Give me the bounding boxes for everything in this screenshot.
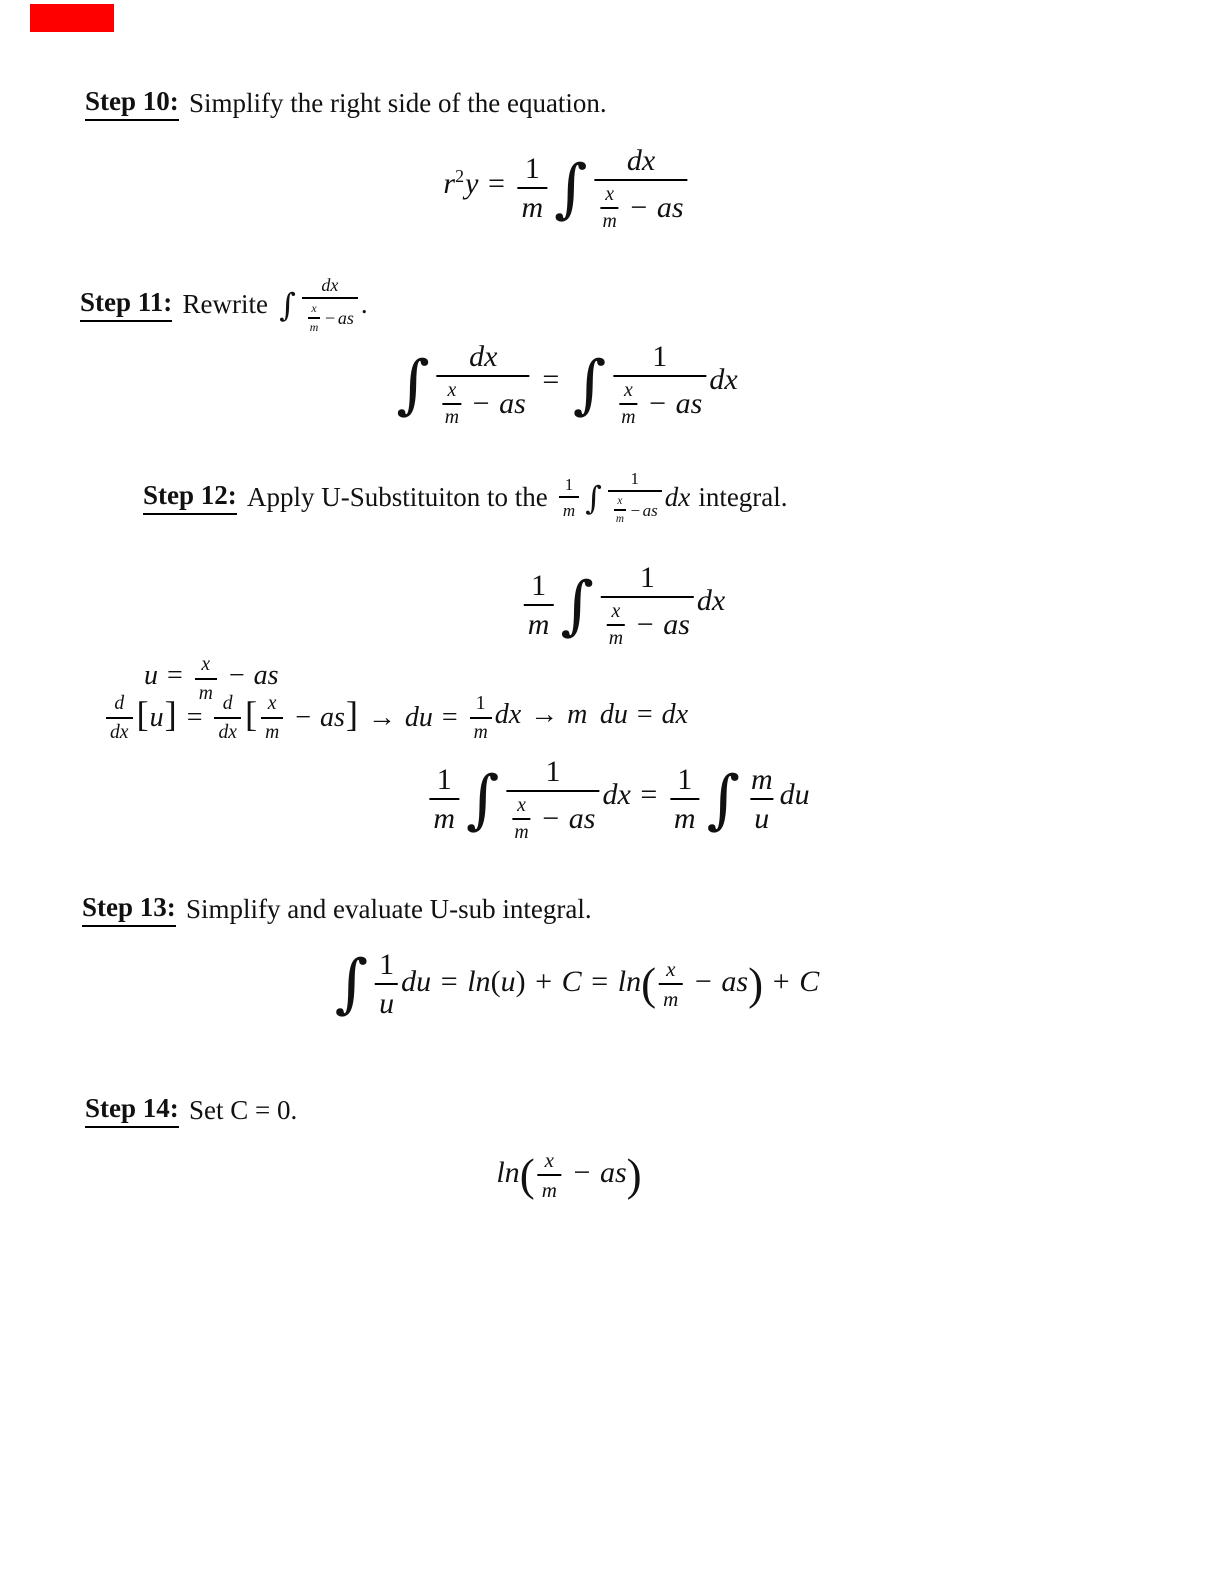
var-u: u <box>379 987 395 1020</box>
minus-as-bracket-run <box>286 696 466 734</box>
num-1: 1 <box>524 152 540 186</box>
num-1: 1 <box>652 340 668 373</box>
var-m: m <box>663 987 679 1011</box>
plus-sign: + <box>772 964 790 998</box>
ln-function: ln <box>617 964 642 998</box>
var-m: m <box>198 682 213 704</box>
fraction-numerator <box>747 765 777 798</box>
fraction-x-over-m <box>659 959 682 1010</box>
var-x: x <box>611 600 621 622</box>
var-m: m <box>473 721 488 743</box>
var-m: m <box>521 191 544 225</box>
num-1: 1 <box>564 475 574 495</box>
fraction-numerator <box>541 1150 558 1174</box>
var-x: x <box>267 693 277 714</box>
step-13-label: Step 13: <box>82 892 176 927</box>
var-m: m <box>673 802 696 836</box>
var-x: x <box>447 379 457 401</box>
fraction-numerator <box>219 694 237 717</box>
lnu-run <box>401 965 641 999</box>
fraction-x-over-m <box>443 381 461 428</box>
step-12-text-post: integral. <box>698 482 788 513</box>
fraction-denominator <box>470 717 492 743</box>
integral-icon: ∫ <box>560 568 594 643</box>
step-11-text: Rewrite <box>182 289 268 320</box>
fraction-numerator <box>375 950 398 983</box>
fraction-denominator <box>302 297 358 334</box>
var-m: m <box>309 319 319 334</box>
fraction-numerator <box>673 765 696 798</box>
ln-function: ln <box>467 964 491 998</box>
equals-sign: = <box>440 964 458 998</box>
step-12-label: Step 12: <box>143 480 237 515</box>
fraction-denominator <box>559 496 579 519</box>
integral-icon: ∫ <box>572 347 607 422</box>
equals-sign: = <box>542 362 560 396</box>
integral-icon: ∫ <box>396 347 430 422</box>
fraction-x-over-m <box>607 602 625 649</box>
equation-step14 <box>496 1150 641 1201</box>
fraction-denominator <box>443 403 461 428</box>
step-13-text: Simplify and evaluate U-sub integral. <box>186 894 592 924</box>
integral-icon: ∫ <box>279 285 296 324</box>
equals-sign: = <box>591 964 609 998</box>
var-x: x <box>544 1148 554 1172</box>
fraction-1-over-xm-as <box>608 470 662 525</box>
derivative-line <box>103 694 688 742</box>
var-du: du <box>779 777 810 811</box>
fraction-denominator <box>619 403 637 428</box>
var-dx: dx <box>321 275 339 295</box>
fraction-denominator <box>613 375 706 428</box>
fraction-denominator <box>375 983 398 1019</box>
fraction-numerator <box>309 303 318 317</box>
var-y: y <box>465 167 479 201</box>
var-x: x <box>517 794 526 816</box>
minus-sign: − <box>694 964 712 998</box>
minus-sign: − <box>472 387 490 421</box>
fraction-d-over-dx <box>214 694 241 742</box>
fraction-1-over-m <box>518 154 548 223</box>
fraction-denominator <box>659 983 682 1010</box>
equation-usub-result <box>426 757 809 843</box>
fraction-denominator <box>614 509 626 525</box>
equation-step10 <box>443 146 690 232</box>
fraction-denominator <box>538 1174 561 1201</box>
step-13-heading <box>82 892 592 927</box>
fraction-x-over-m <box>308 303 321 334</box>
big-right-paren: ) <box>626 1150 642 1200</box>
fraction-numerator <box>197 655 214 678</box>
ln-run <box>496 1156 519 1190</box>
var-m: m <box>514 820 529 843</box>
fraction-numerator <box>472 694 490 717</box>
var-dx: dx <box>218 721 237 743</box>
fraction-x-over-m <box>512 796 530 843</box>
fraction-1-over-u <box>375 950 398 1019</box>
num-1: 1 <box>436 763 452 797</box>
step-11-period: . <box>360 289 368 320</box>
var-du: du <box>401 964 432 998</box>
integral-icon: ∫ <box>334 947 369 1022</box>
num-1: 1 <box>630 469 640 488</box>
var-as: as <box>663 608 690 642</box>
fraction-numerator <box>541 757 564 790</box>
equals-run <box>533 363 569 397</box>
fraction-x-over-m <box>261 694 283 742</box>
arrow-icon: → <box>367 702 396 734</box>
big-right-paren: ) <box>748 959 764 1009</box>
num-1: 1 <box>531 569 547 603</box>
equation-step12-display <box>521 563 725 649</box>
integral-icon: ∫ <box>466 762 500 837</box>
minus-as-run <box>685 965 748 999</box>
fraction-numerator <box>264 694 281 717</box>
fraction-denominator <box>518 187 548 223</box>
var-m: m <box>621 405 636 428</box>
fraction-numerator <box>561 476 578 496</box>
left-bracket: [ <box>244 694 258 735</box>
fraction-numerator <box>636 563 659 596</box>
fraction-dx-over-xm-as <box>437 342 530 428</box>
minus-sign: − <box>295 702 311 734</box>
fraction-denominator <box>308 317 321 334</box>
var-r: r <box>443 167 456 201</box>
fraction-1-over-xm-as <box>601 563 694 649</box>
fraction-numerator <box>521 154 544 187</box>
fraction-denominator <box>601 596 694 649</box>
var-dx: dx <box>696 583 726 617</box>
var-u: u <box>754 802 770 836</box>
var-as: as <box>721 964 749 998</box>
fraction-numerator <box>627 470 644 490</box>
fraction-1-over-m <box>429 765 459 834</box>
num-1: 1 <box>639 561 655 594</box>
var-m: m <box>615 513 624 526</box>
arrow-icon: → <box>530 699 559 731</box>
fraction-numerator <box>648 342 671 375</box>
red-marker <box>30 4 114 32</box>
big-left-paren: ( <box>519 1150 535 1200</box>
equals-sign: = <box>636 699 653 731</box>
num-1: 1 <box>545 755 561 788</box>
math-run-lhs <box>443 166 514 201</box>
fraction-numerator <box>433 765 456 798</box>
var-x: x <box>666 957 676 981</box>
right-paren: ) <box>515 964 526 998</box>
fraction-numerator <box>465 342 501 375</box>
var-dx: dx <box>664 482 691 513</box>
fraction-numerator <box>662 959 679 983</box>
minus-sign: − <box>542 802 560 836</box>
plus-C-run <box>763 965 819 999</box>
var-m: m <box>265 721 280 743</box>
minus-sign: − <box>630 501 641 521</box>
var-m: m <box>602 209 617 232</box>
fraction-denominator <box>261 717 283 743</box>
fraction-denominator <box>437 375 530 428</box>
var-dx: dx <box>626 144 656 177</box>
fraction-1-over-m <box>524 571 554 640</box>
var-as: as <box>568 802 596 836</box>
fraction-x-over-m <box>619 381 637 428</box>
var-du: du <box>404 702 433 734</box>
fraction-numerator <box>603 185 616 207</box>
exponent-2: 2 <box>455 166 465 187</box>
num-1: 1 <box>475 693 486 714</box>
minus-as-run <box>564 1156 627 1190</box>
fraction-denominator <box>595 179 688 232</box>
var-x: x <box>623 379 633 401</box>
equals-sign: = <box>640 777 658 811</box>
fraction-denominator <box>506 790 599 843</box>
minus-sign: − <box>325 308 336 329</box>
step-10-heading <box>85 86 607 121</box>
minus-sign: − <box>573 1155 591 1189</box>
fraction-numerator <box>515 796 528 818</box>
fraction-denominator <box>601 207 619 232</box>
var-x: x <box>311 301 317 315</box>
equals-sign: = <box>441 702 458 734</box>
var-u: u <box>500 964 516 998</box>
fraction-x-over-m <box>601 185 619 232</box>
fraction-denominator <box>750 798 773 834</box>
fraction-denominator <box>607 624 625 649</box>
fraction-numerator <box>445 381 458 403</box>
fraction-numerator <box>615 496 624 509</box>
var-m: m <box>527 608 550 642</box>
equation-step13 <box>331 947 820 1022</box>
fraction-numerator <box>317 276 342 297</box>
var-m: m <box>541 1178 557 1202</box>
var-m: m <box>433 802 456 836</box>
fraction-1-over-m <box>470 694 492 742</box>
var-x: x <box>201 654 211 675</box>
var-C: C <box>561 964 582 998</box>
var-dx: dx <box>709 362 738 396</box>
fraction-numerator <box>527 571 550 604</box>
var-dx: dx <box>110 721 129 743</box>
integral-icon: ∫ <box>554 151 588 226</box>
var-m: m <box>567 699 588 731</box>
var-as: as <box>642 501 658 521</box>
var-m: m <box>444 405 459 428</box>
var-u: u <box>144 660 158 692</box>
bracket-u-run <box>136 696 212 734</box>
du-run <box>780 778 810 812</box>
step-12-text: Apply U-Substituiton to the <box>247 482 548 513</box>
dx-run <box>709 363 737 397</box>
fraction-numerator <box>623 146 659 179</box>
u-equals-run <box>144 660 192 692</box>
minus-sign: − <box>630 191 648 225</box>
fraction-denominator <box>524 604 554 640</box>
var-m: m <box>608 626 624 649</box>
fraction-denominator <box>429 798 459 834</box>
minus-sign: − <box>228 660 245 692</box>
fraction-numerator <box>622 381 635 403</box>
var-dx: dx <box>494 699 522 731</box>
fraction-1-over-m <box>559 476 579 519</box>
num-1: 1 <box>379 948 395 981</box>
var-m: m <box>750 763 773 797</box>
fraction-d-over-dx <box>106 694 133 742</box>
var-C: C <box>799 964 820 998</box>
var-dx: dx <box>602 777 631 811</box>
dx-arrow-run <box>495 699 688 731</box>
step-14-heading <box>85 1093 297 1128</box>
dx-run <box>697 584 725 618</box>
fraction-dx-over-xm-as <box>302 276 358 334</box>
fraction-denominator <box>106 717 133 743</box>
var-as: as <box>319 702 345 734</box>
fraction-1-over-xm-as <box>506 757 599 843</box>
step-10-label: Step 10: <box>85 86 179 121</box>
var-as: as <box>337 308 354 329</box>
var-dx: dx <box>469 340 498 373</box>
var-x: x <box>605 183 615 205</box>
var-u: u <box>149 702 164 734</box>
fraction-denominator <box>670 798 700 834</box>
var-as: as <box>675 387 703 421</box>
step-11-heading <box>80 276 368 334</box>
fraction-x-over-m <box>538 1150 561 1201</box>
right-bracket: ] <box>164 694 177 735</box>
var-dx: dx <box>661 699 689 731</box>
integral-icon: ∫ <box>585 478 602 517</box>
var-as: as <box>599 1155 627 1189</box>
fraction-numerator <box>610 602 623 624</box>
plus-sign: + <box>535 964 553 998</box>
fraction-x-over-m <box>614 496 626 525</box>
fraction-denominator <box>512 818 530 843</box>
equals-sign: = <box>166 660 183 692</box>
equation-step11 <box>392 342 737 428</box>
fraction-numerator <box>110 694 128 717</box>
minus-sign: − <box>649 387 667 421</box>
equals-sign: = <box>487 167 505 201</box>
left-bracket: [ <box>136 694 149 735</box>
right-bracket: ] <box>345 694 358 735</box>
var-x: x <box>617 495 623 507</box>
left-paren: ( <box>490 964 501 998</box>
fraction-1-over-m <box>670 765 700 834</box>
fraction-1-over-xm-as <box>613 342 706 428</box>
dx-equals-run <box>602 778 666 812</box>
equals-sign: = <box>186 702 203 734</box>
var-d: d <box>114 693 125 714</box>
left-bracket-run <box>244 696 258 734</box>
fraction-denominator <box>608 490 662 525</box>
var-m: m <box>562 501 576 521</box>
fraction-denominator <box>214 717 241 743</box>
step-12-heading <box>143 470 788 525</box>
num-1: 1 <box>677 763 693 797</box>
big-left-paren: ( <box>641 959 657 1009</box>
step-11-label: Step 11: <box>80 287 172 322</box>
var-as: as <box>253 660 279 692</box>
step-10-text: Simplify the right side of the equation. <box>189 88 607 118</box>
minus-sign: − <box>636 608 654 642</box>
var-du: du <box>599 699 628 731</box>
step-14-label: Step 14: <box>85 1093 179 1128</box>
var-as: as <box>656 191 684 225</box>
fraction-dx-over-xm-as <box>595 146 688 232</box>
step-14-text: Set C = 0. <box>189 1095 298 1125</box>
var-as: as <box>499 387 526 421</box>
var-d: d <box>222 693 233 714</box>
ln-function: ln <box>496 1155 520 1189</box>
minus-as-run <box>220 660 279 692</box>
integral-icon: ∫ <box>706 762 740 837</box>
fraction-m-over-u <box>747 765 777 834</box>
